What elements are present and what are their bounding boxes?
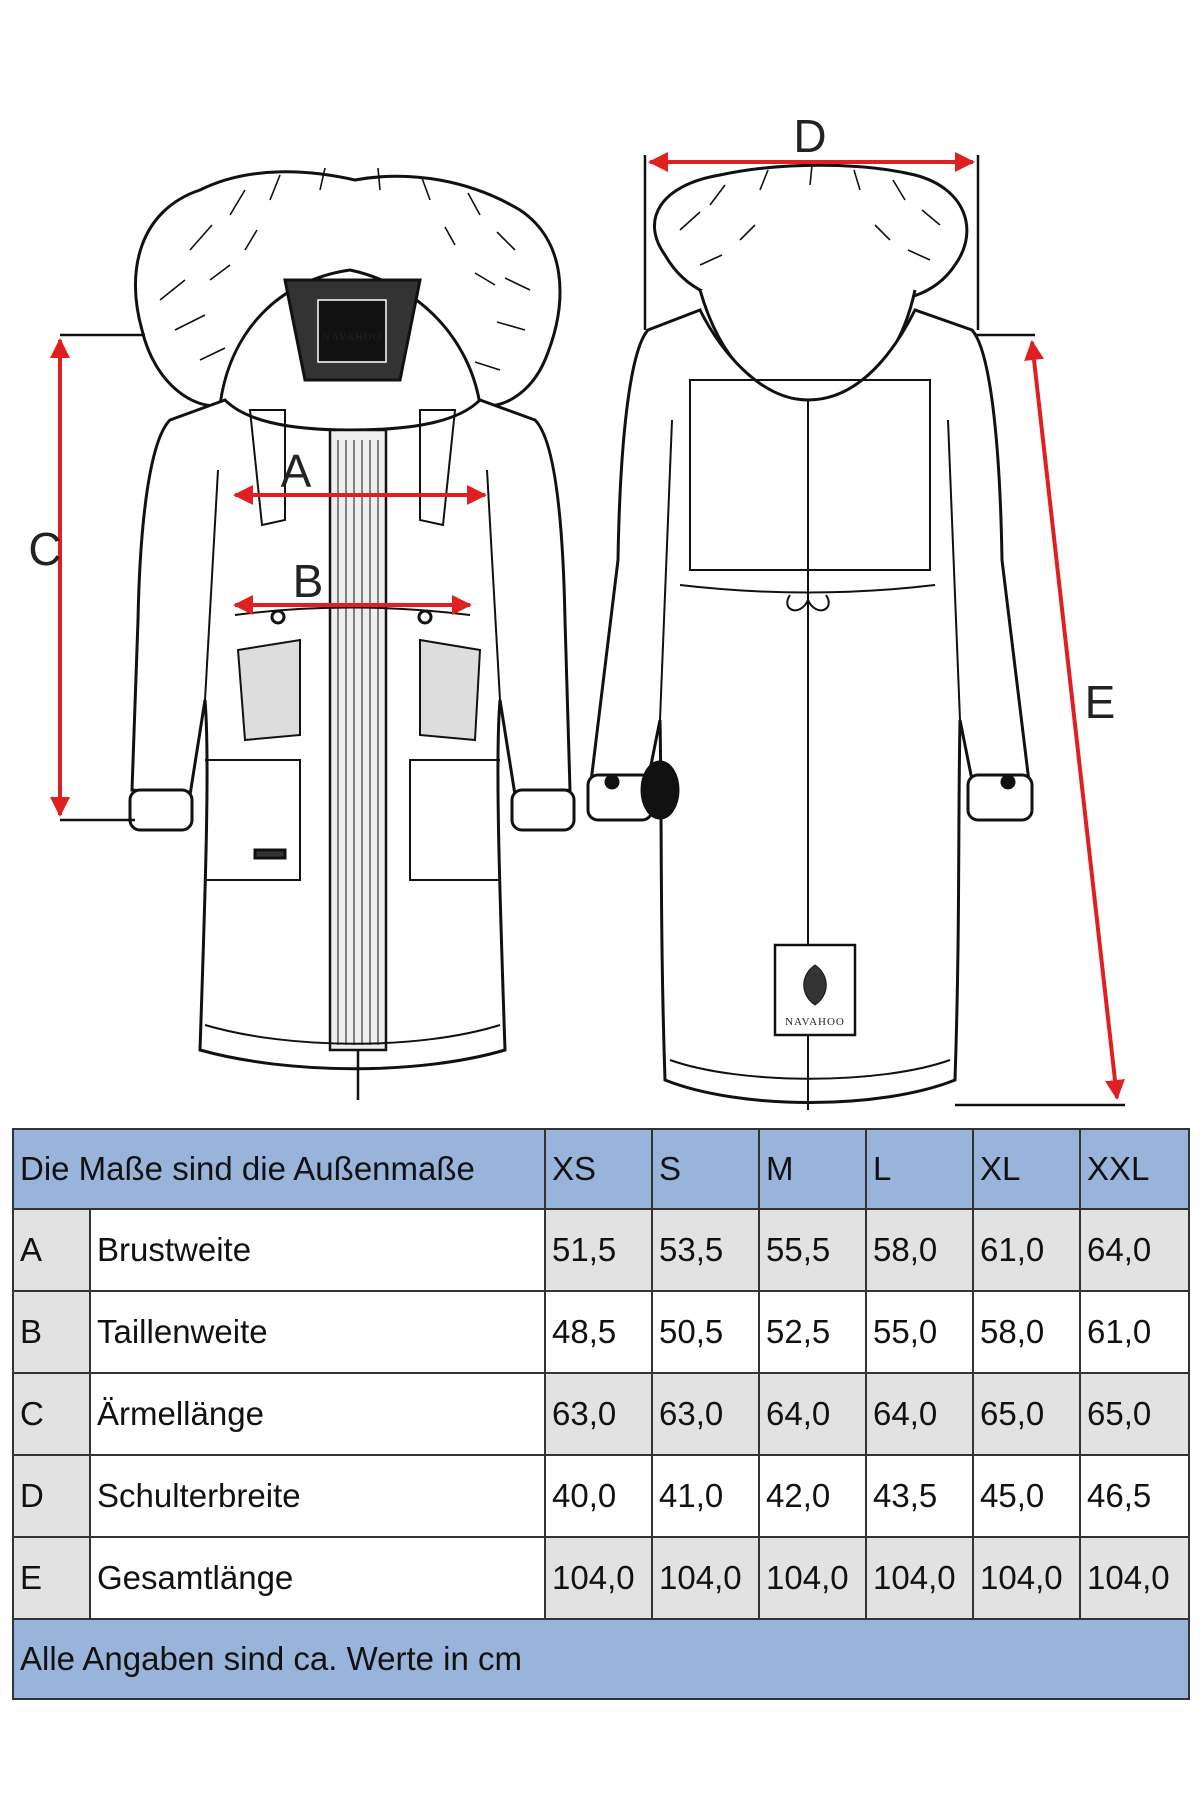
size-header-xl: XL — [973, 1129, 1080, 1209]
coat-back-view — [588, 165, 1032, 1110]
row-name: Brustweite — [90, 1209, 545, 1291]
table-row — [13, 1209, 1189, 1291]
table-cell: 104,0 — [652, 1537, 759, 1619]
table-cell: 45,0 — [973, 1455, 1080, 1537]
front-right-cuff — [512, 790, 574, 830]
table-cell: 104,0 — [1080, 1537, 1189, 1619]
table-cell: 51,5 — [545, 1209, 652, 1291]
footer-note: Alle Angaben sind ca. Werte in cm — [13, 1619, 1189, 1699]
table-cell: 46,5 — [1080, 1455, 1189, 1537]
row-key: E — [13, 1537, 90, 1619]
table-cell: 64,0 — [1080, 1209, 1189, 1291]
size-header-s: S — [652, 1129, 759, 1209]
table-cell: 64,0 — [866, 1373, 973, 1455]
table-cell: 58,0 — [973, 1291, 1080, 1373]
row-name: Gesamtlänge — [90, 1537, 545, 1619]
table-row — [13, 1291, 1189, 1373]
table-cell: 50,5 — [652, 1291, 759, 1373]
table-cell: 104,0 — [866, 1537, 973, 1619]
row-name: Ärmellänge — [90, 1373, 545, 1455]
label-d: D — [793, 110, 827, 162]
table-cell: 52,5 — [759, 1291, 866, 1373]
back-brand-text: NAVAHOO — [785, 1016, 845, 1028]
table-cell: 40,0 — [545, 1455, 652, 1537]
table-cell: 58,0 — [866, 1209, 973, 1291]
row-key: D — [13, 1455, 90, 1537]
front-left-cuff — [130, 790, 192, 830]
table-cell: 104,0 — [545, 1537, 652, 1619]
back-right-cuff — [968, 775, 1032, 820]
front-pocket-left — [238, 640, 300, 740]
table-cell: 64,0 — [759, 1373, 866, 1455]
table-row — [13, 1455, 1189, 1537]
table-cell: 43,5 — [866, 1455, 973, 1537]
front-brand-text: NAVAHOO — [322, 331, 382, 343]
row-key: A — [13, 1209, 90, 1291]
header-title: Die Maße sind die Außenmaße — [13, 1129, 545, 1209]
table-header-row — [13, 1129, 1189, 1209]
table-footer-row — [13, 1619, 1189, 1699]
table-cell: 55,5 — [759, 1209, 866, 1291]
back-fur-hood — [654, 165, 966, 304]
size-chart-table — [12, 1128, 1190, 1700]
size-header-xxl: XXL — [1080, 1129, 1189, 1209]
row-key: B — [13, 1291, 90, 1373]
label-a: A — [280, 445, 312, 497]
front-pocket-right — [420, 640, 480, 740]
table-cell: 41,0 — [652, 1455, 759, 1537]
label-e: E — [1084, 676, 1116, 728]
table-cell: 63,0 — [652, 1373, 759, 1455]
table-cell: 65,0 — [1080, 1373, 1189, 1455]
table-cell: 42,0 — [759, 1455, 866, 1537]
size-header-l: L — [866, 1129, 973, 1209]
table-row — [13, 1373, 1189, 1455]
label-c: C — [28, 523, 62, 575]
table-cell: 55,0 — [866, 1291, 973, 1373]
size-header-m: M — [759, 1129, 866, 1209]
table-cell: 53,5 — [652, 1209, 759, 1291]
table-cell: 61,0 — [1080, 1291, 1189, 1373]
table-cell: 104,0 — [759, 1537, 866, 1619]
table-cell: 48,5 — [545, 1291, 652, 1373]
size-header-xs: XS — [545, 1129, 652, 1209]
row-key: C — [13, 1373, 90, 1455]
table-cell: 63,0 — [545, 1373, 652, 1455]
label-b: B — [292, 555, 324, 607]
row-name: Taillenweite — [90, 1291, 545, 1373]
coat-front-view — [130, 168, 574, 1100]
table-row — [13, 1537, 1189, 1619]
table-cell: 61,0 — [973, 1209, 1080, 1291]
table-cell: 104,0 — [973, 1537, 1080, 1619]
row-name: Schulterbreite — [90, 1455, 545, 1537]
table-cell: 65,0 — [973, 1373, 1080, 1455]
